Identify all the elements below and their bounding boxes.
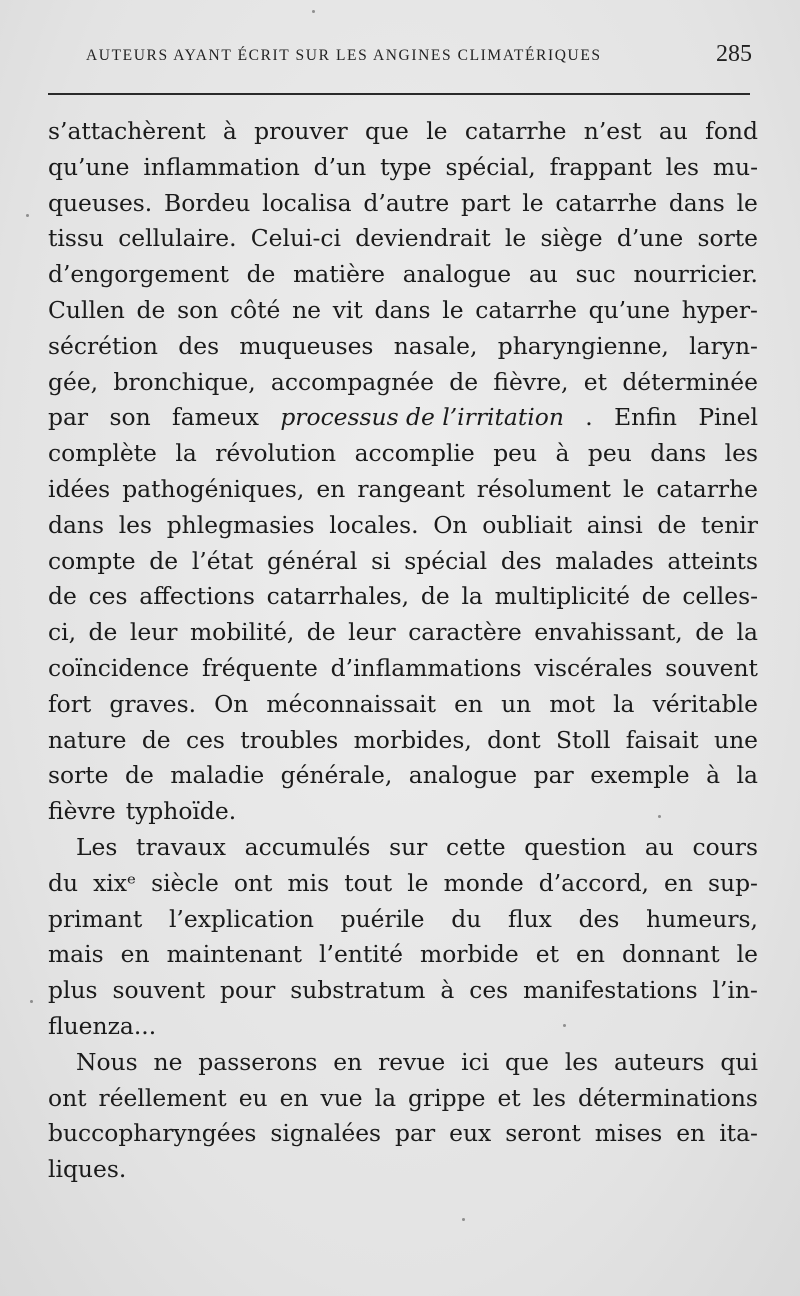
word: substratum [290,976,426,1005]
paper-speck [563,1024,566,1027]
word: envahissant, [534,618,683,647]
italic-phrase: processus de l’irritation [280,403,564,432]
word: prouver [254,117,348,145]
word: catarrhe [555,188,658,217]
word: accumulés [244,832,371,861]
word: le [504,224,527,253]
text-line [48,257,758,293]
word: à [706,761,721,790]
word: la [374,1083,397,1112]
text-line [48,472,758,508]
word: la [461,582,483,611]
word: qu’une [48,152,130,181]
word: sorte [697,224,758,253]
word: graves. [109,689,197,718]
word: siège [540,224,603,253]
word: catarrhe [656,474,758,503]
text-line [48,615,758,651]
word: plus [48,976,98,1005]
text-line [48,329,758,365]
word: tout [344,868,393,897]
word: de [125,761,154,790]
word: de [695,618,725,647]
word: générale, [280,761,393,790]
text-line [48,114,758,150]
word: ainsi [586,510,643,539]
word: puérile [340,904,425,933]
word: pharyngienne, [497,331,669,360]
word: général [267,546,358,575]
word: signalées [270,1119,382,1148]
word: n’est [583,117,642,145]
word: inflammation [143,152,300,181]
word: le [622,474,645,503]
word: sorte [48,761,109,790]
word: l’entité [319,940,403,969]
word: Cullen [48,295,125,324]
word: à [222,117,237,145]
word: ita- [719,1119,758,1148]
word: les [724,439,758,468]
word: souvent [665,653,758,682]
text-line [48,293,758,329]
word: qui [720,1047,758,1076]
word: ci, [48,618,77,647]
word: en [664,868,693,897]
word: suc [575,260,616,289]
word: muqueuses [239,331,374,360]
word: au [528,260,558,289]
word: de [48,582,77,611]
word: catarrhales, [266,582,410,611]
word: typhoïde. [125,797,237,826]
word: d’un [313,152,367,181]
word: de [88,618,118,647]
text-line [48,221,758,257]
word: coïncidence [48,653,190,682]
word: morbides, [353,725,472,754]
word: Pinel [698,403,758,432]
word: le [426,117,448,145]
paper-speck [658,815,661,818]
word: manifestations [523,976,698,1005]
word: en [316,474,346,503]
word: deviendrait [355,224,491,253]
word: . [585,403,593,432]
word: viscérales [534,653,653,682]
word: réellement [98,1083,227,1112]
word: mis [287,868,330,897]
word: mot [549,689,595,718]
paper-speck [462,1218,465,1221]
word: hyper- [681,295,758,324]
word: méconnaissait [266,689,437,718]
word: et [535,940,560,969]
word: l’explication [168,904,314,933]
word: Celui-ci [250,224,342,253]
word: tissu [48,224,104,253]
word: catarrhe [475,295,577,324]
word: dont [487,725,541,754]
word: fameux [172,403,259,432]
text-line [48,544,758,580]
word: revue [378,1047,446,1076]
text-line [48,723,758,759]
word: cellulaire. [118,224,237,253]
word: cours [692,832,758,861]
word: pour [220,976,276,1005]
word: des [178,331,220,360]
word: sur [389,832,428,861]
word: de [136,295,166,324]
word: sécrétion [48,331,158,360]
word: les [532,1083,567,1112]
word: maintenant [166,940,302,969]
word: ces [88,582,128,611]
word: un [501,689,532,718]
word: faisait [625,725,699,754]
word: ne [292,295,321,324]
text-line [48,902,758,938]
word: souvent [112,976,206,1005]
text-line [48,436,758,472]
word: primant [48,904,143,933]
text-line [48,651,758,687]
word: d’une [616,224,684,253]
word: eu [238,1083,268,1112]
word: le [442,295,464,324]
word: Nous [76,1047,138,1076]
word: l’in- [712,976,758,1005]
word: de [306,618,336,647]
word: queuses. [48,188,153,217]
word: révolution [215,439,337,468]
word: par [395,1119,436,1148]
word: de [420,582,450,611]
word: morbide [420,940,519,969]
word: résolument [476,474,611,503]
text-line [48,1116,758,1152]
word: nasale, [393,331,478,360]
text-line [48,973,758,1009]
word: dans [668,188,725,217]
word: dans [650,439,707,468]
text-line [48,1009,758,1045]
word: peu [493,439,538,468]
word: siècle [151,868,219,897]
word: des [500,546,542,575]
word: dans [374,295,431,324]
word: vue [320,1083,363,1112]
word: seront [505,1119,581,1148]
word: phlegmasies [166,510,315,539]
running-head: AUTEURS AYANT ÉCRIT SUR LES ANGINES CLIMATÉRIQUES [86,47,602,64]
word: fréquente [201,653,318,682]
word: ont [48,1083,87,1112]
word: fluenza... [48,1011,157,1040]
word: type [380,152,432,181]
word: par [533,761,574,790]
word: fièvre [48,797,116,826]
word: rangeant [357,474,465,503]
word: bronchique, [113,367,256,396]
page-header [86,38,758,78]
word: monde [443,868,524,897]
word: ici [461,1047,490,1076]
word: ont [233,868,273,897]
word: maladie [170,761,265,790]
word: son [177,295,219,324]
word: idées [48,474,111,503]
text-line [48,1045,758,1081]
word: travaux [136,832,226,861]
text-line [48,866,758,902]
text-line [48,937,758,973]
text-line [48,1081,758,1117]
word: la [175,439,197,468]
word: tenir [700,510,758,539]
word: eux [449,1119,492,1148]
word: ces [185,725,225,754]
word: nature [48,725,127,754]
word: complète [48,439,157,468]
word: Bordeu [164,188,251,217]
word: vit [332,295,363,324]
word: les [665,152,699,181]
word: analogue [408,761,518,790]
word: l’état [191,546,254,575]
word: une [714,725,758,754]
page-number: 285 [716,41,752,67]
word: les [118,510,153,539]
word: compte [48,546,136,575]
word: spécial [404,546,488,575]
text-line [48,758,758,794]
word: donnant [622,940,720,969]
word: flux [508,904,552,933]
text-line [48,365,758,401]
word: d’autre [363,188,450,217]
word: d’engorgement [48,260,229,289]
word: auteurs [614,1047,705,1076]
word: mobilité, [189,618,295,647]
word: qu’une [588,295,671,324]
word: mais [48,940,104,969]
word: gée, [48,367,99,396]
word: mises [594,1119,663,1148]
word: frappant [549,152,652,181]
text-line [48,830,758,866]
word: caractère [408,618,522,647]
word: peu [587,439,632,468]
word: Les [76,832,118,861]
text-line [48,508,758,544]
word: atteints [667,546,758,575]
body-text [48,114,758,1188]
word: question [524,832,627,861]
word: la [613,689,635,718]
word: d’inflammations [330,653,522,682]
text-line [48,687,758,723]
word: de [641,582,671,611]
word: par [48,403,89,432]
word: leur [129,618,178,647]
word: ne [153,1047,183,1076]
word: le [522,188,544,217]
word: en [120,940,150,969]
word: la [736,618,758,647]
word: dans [48,510,104,539]
word: pathogéniques, [122,474,305,503]
word: déterminée [622,367,758,396]
word: analogue [402,260,512,289]
word: nourricier. [633,260,758,289]
word: fort [48,689,92,718]
word: part [461,188,511,217]
word: laryn- [689,331,758,360]
word: catarrhe [464,117,567,145]
word: liques. [48,1155,127,1184]
word: en [333,1047,363,1076]
text-line [48,150,758,186]
word: ces [469,976,509,1005]
text-line [48,579,758,615]
word: en [454,689,484,718]
word: buccopharyngées [48,1119,257,1148]
word: en [279,1083,309,1112]
word: d’accord, [538,868,649,897]
word: de [149,546,179,575]
word: du [451,904,482,933]
word: véritable [652,689,758,718]
word: de [657,510,687,539]
word: du [48,868,79,897]
word: matière [293,260,385,289]
paper-speck [312,10,315,13]
word: Enfin [614,403,677,432]
word: en [576,940,605,969]
word: locales. [329,510,419,539]
paper-speck [30,1000,33,1003]
word: spécial, [445,152,536,181]
word: de [449,367,479,396]
word: le [736,188,758,217]
word: de [246,260,276,289]
word: passerons [198,1047,318,1076]
word: exemple [590,761,690,790]
word: si [371,546,391,575]
word: fond [705,117,758,145]
word: affections [139,582,255,611]
word: On [214,689,249,718]
text-line [48,1152,758,1188]
word: fièvre, [493,367,569,396]
word: On [433,510,468,539]
header-rule [48,93,750,95]
word: grippe [408,1083,486,1112]
word: en [676,1119,706,1148]
word: déterminations [578,1083,758,1112]
word: que [365,117,409,145]
word: les [564,1047,599,1076]
word: à [440,976,455,1005]
word: que [505,1047,549,1076]
word: localisa [262,188,352,217]
word: accompagnée [270,367,434,396]
word: le [407,868,429,897]
word: et [497,1083,521,1112]
word: mu- [712,152,758,181]
word: troubles [240,725,339,754]
word: celles- [682,582,758,611]
word: oubliait [482,510,573,539]
word: malades [555,546,654,575]
word: multiplicité [494,582,630,611]
word: s’attachèrent [48,117,206,145]
word: des [578,904,620,933]
word: le [736,940,758,969]
text-line [48,186,758,222]
paper-speck [26,214,29,217]
word: la [736,761,758,790]
word: sup- [708,868,758,897]
word: au [658,117,688,145]
word: humeurs, [646,904,758,933]
word: côté [229,295,281,324]
word: au [644,832,674,861]
word: xixᵉ [93,868,137,897]
text-line [48,400,758,436]
word: Stoll [555,725,611,754]
word: à [555,439,570,468]
text-line [48,794,758,830]
word: cette [446,832,506,861]
word: son [109,403,151,432]
word: leur [348,618,396,647]
word: de [141,725,171,754]
word: et [583,367,608,396]
word: accomplie [354,439,475,468]
